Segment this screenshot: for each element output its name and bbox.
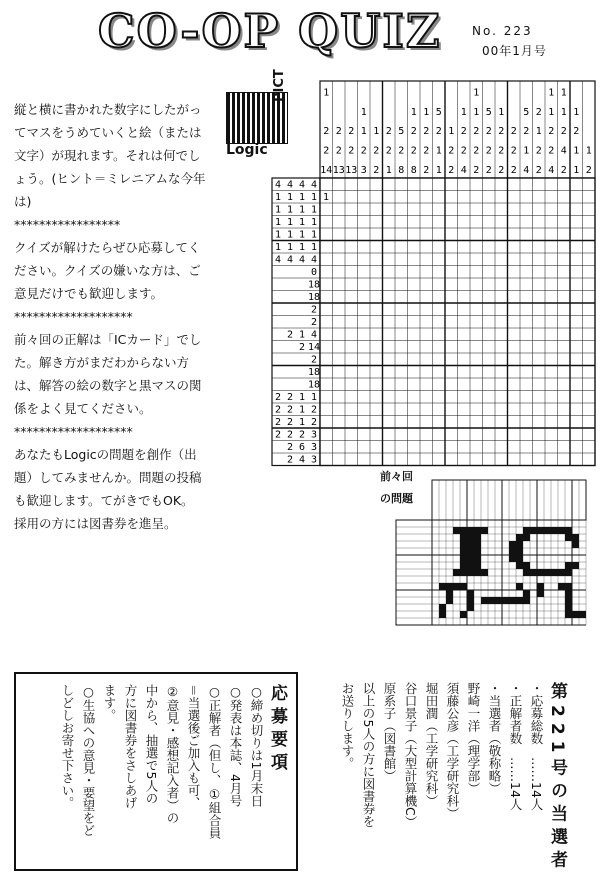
solution-cell [509, 548, 516, 555]
solution-cell [460, 562, 467, 569]
row-clue: 4 [298, 454, 306, 466]
solution-cell [467, 569, 474, 576]
solution-cell [446, 597, 453, 604]
solution-cell [523, 590, 530, 597]
row-clue: 2 [286, 454, 294, 466]
column-clue: 1 [560, 87, 567, 99]
solution-cell [474, 555, 481, 562]
row-clue: 18 [307, 292, 321, 303]
column-clue: 2 [535, 106, 542, 118]
row-clue: 18 [307, 279, 321, 291]
row-clue: 2 [298, 429, 306, 441]
logo-word-pict: PICT [272, 69, 287, 102]
row-clue: 3 [310, 454, 318, 466]
column-clue: 1 [498, 106, 505, 118]
intro-paragraph: 前々回の正解は「ICカード」でした。解き方がまだわからない方は、解答の絵の数字と黒マスの関係をよく見てください。 [14, 332, 202, 416]
column-clue: 2 [535, 165, 542, 176]
solution-cell [558, 583, 565, 590]
solution-cell [565, 527, 572, 534]
column-clue: 2 [498, 165, 505, 176]
solution-cell [572, 541, 579, 548]
column-clue: 1 [548, 87, 555, 99]
column-clue: 3 [360, 165, 367, 176]
solution-cell [565, 590, 572, 597]
solution-cell [460, 527, 467, 534]
solution-cell [439, 604, 446, 611]
solution-cell [551, 527, 558, 534]
solution-cell [467, 604, 474, 611]
column-clue: 14 [320, 165, 333, 176]
column-clue: 2 [410, 126, 417, 138]
row-clue: 4 [274, 179, 282, 191]
row-clue: 4 [298, 254, 306, 266]
row-clue: 18 [307, 379, 321, 391]
solution-cell [467, 597, 474, 604]
row-clue: 2 [298, 342, 306, 353]
row-clue: 1 [274, 242, 282, 253]
solution-cell [467, 527, 474, 534]
row-clue: 1 [310, 392, 318, 403]
row-clue: 2 [310, 304, 318, 316]
solution-cell [474, 569, 481, 576]
solution-cell [516, 597, 523, 604]
row-clue: 3 [310, 429, 318, 441]
solution-cell [523, 527, 530, 534]
column-clue: 2 [473, 126, 480, 138]
solution-cell [544, 569, 551, 576]
solution-cell [467, 548, 474, 555]
column-clue: 1 [435, 165, 442, 176]
solution-cell [516, 548, 523, 555]
column-clue: 1 [385, 165, 392, 176]
column-clue: 2 [510, 126, 517, 138]
solution-cell [572, 611, 579, 618]
column-clue: 2 [485, 126, 492, 138]
column-clue: 2 [585, 165, 592, 176]
column-clue: 2 [423, 126, 430, 138]
solution-cell [502, 597, 509, 604]
column-clue: 2 [385, 126, 392, 138]
row-clue: 1 [322, 192, 330, 203]
solution-cell [460, 555, 467, 562]
column-clue: 13 [332, 165, 345, 176]
intro-paragraph: あなたもLogicの問題を創作（出題）してみませんか。問題の投稿も歓迎します。てがきでもOK。採用の方には図書券を進呈。 [14, 447, 202, 531]
solution-cell [439, 583, 446, 590]
row-clue: 1 [298, 329, 306, 341]
column-clue: 1 [460, 106, 467, 118]
intro-paragraph: クイズが解けたらぜひ応募してください。クイズの嫌いな方は、ご意見だけでも歓迎します。 [14, 240, 201, 301]
column-clue: 1 [423, 106, 430, 118]
solution-cell [544, 527, 551, 534]
row-clue: 3 [310, 442, 318, 453]
solution-cell [565, 604, 572, 611]
solution-cell [488, 597, 495, 604]
text-line: 方に図書券をさしあげ [123, 684, 138, 809]
row-clue: 4 [310, 254, 318, 266]
column-clue: 2 [348, 145, 355, 157]
row-clue: 1 [286, 192, 294, 203]
text-line: ・当選者（敬称略） [487, 682, 502, 795]
solution-cell [467, 541, 474, 548]
row-clue: 1 [298, 417, 306, 428]
solution-cell [516, 562, 523, 569]
separator: ***************** [14, 217, 121, 232]
column-clue: 2 [523, 126, 530, 138]
column-clue: 1 [448, 126, 455, 138]
text-line: 野崎一洋（理学部） [466, 682, 481, 795]
solution-cell [495, 597, 502, 604]
column-clue: 13 [345, 165, 358, 176]
text-line: ・正解者数 ……14人 [508, 682, 523, 811]
solution-cell [509, 541, 516, 548]
column-clue: 2 [373, 145, 380, 157]
row-clue: 1 [310, 204, 318, 216]
column-clue: 1 [473, 106, 480, 118]
text-line: ○締め切りは1月末日 [249, 684, 264, 807]
solution-cell [537, 527, 544, 534]
column-clue: 2 [323, 126, 330, 138]
solution-cell [453, 583, 460, 590]
column-clue: 2 [548, 126, 555, 138]
row-clue: 2 [286, 404, 294, 416]
solution-cell [565, 611, 572, 618]
solution-cell [565, 583, 572, 590]
prev-row-clues [396, 520, 432, 625]
solution-cell [565, 597, 572, 604]
row-clue: 14 [307, 342, 321, 353]
section-heading: 第221号の当選者 [547, 682, 567, 874]
solution-cell [537, 583, 544, 590]
solution-cell [572, 534, 579, 541]
row-clue: 2 [310, 404, 318, 416]
column-clue: 2 [385, 145, 392, 157]
logo-word-logic: Logic [226, 142, 268, 158]
intro-paragraph: 縦と横に書かれた数字にしたがってマスをうめていくと絵（または文字）が現れます。それは何でしょう。(ヒント＝ミレニアムな今年は) [14, 102, 206, 209]
issue-date: 00年1月号 [482, 44, 547, 58]
text-line: しどしお寄せ下さい。 [60, 684, 75, 809]
solution-cell [446, 583, 453, 590]
column-clue: 2 [360, 145, 367, 157]
row-clue: 2 [286, 429, 294, 441]
row-clue: 6 [298, 442, 306, 453]
column-clue: 1 [323, 87, 330, 99]
row-clue: 1 [286, 217, 294, 228]
column-clue: 1 [548, 106, 555, 118]
solution-cell [474, 527, 481, 534]
column-clue: 5 [485, 106, 492, 118]
row-clue: 1 [286, 242, 294, 253]
column-clue: 2 [373, 165, 380, 176]
column-clue: 2 [410, 145, 417, 157]
row-clue: 1 [298, 404, 306, 416]
row-clue: 2 [274, 429, 282, 441]
row-clue: 1 [286, 229, 294, 241]
column-clue: 4 [460, 165, 467, 176]
row-clue: 2 [310, 317, 318, 328]
solution-cell [565, 569, 572, 576]
column-clue: 1 [360, 126, 367, 138]
solution-cell [460, 541, 467, 548]
solution-cell [467, 562, 474, 569]
solution-cell [509, 597, 516, 604]
column-clue: 2 [485, 165, 492, 176]
column-clue: 4 [523, 165, 530, 176]
row-clue: 4 [286, 179, 294, 191]
row-clue: 4 [286, 254, 294, 266]
text-line: 須藤公彦（工学研究科） [445, 682, 460, 820]
section-heading: 応募要項 [267, 684, 287, 776]
row-clue: 2 [286, 417, 294, 428]
column-clue: 2 [473, 165, 480, 176]
text-line: ＝当選後ご加入も可、 [186, 684, 201, 810]
row-clue: 1 [298, 192, 306, 203]
column-clue: 1 [435, 145, 442, 157]
row-clue: 1 [274, 217, 282, 228]
solution-cell [460, 583, 467, 590]
text-line: お送りします。 [340, 682, 355, 770]
text-line: 谷口景子（大型計算機C） [403, 682, 418, 829]
solution-cell [530, 527, 537, 534]
column-clue: 2 [448, 165, 455, 176]
row-clue: 1 [310, 242, 318, 253]
column-clue: 4 [560, 145, 567, 157]
column-clue: 1 [573, 106, 580, 118]
row-clue: 1 [286, 204, 294, 216]
text-line: ○生協への意見・要望をど [81, 684, 96, 837]
solution-cell [467, 590, 474, 597]
column-clue: 8 [410, 165, 417, 176]
row-clue: 4 [298, 179, 306, 191]
text-line: 以上の5人の方に図書券を [361, 682, 376, 828]
column-clue: 4 [548, 165, 555, 176]
column-clue: 2 [423, 165, 430, 176]
solution-cell [523, 569, 530, 576]
solution-cell [558, 569, 565, 576]
solution-cell [523, 562, 530, 569]
column-clue: 1 [535, 126, 542, 138]
row-clue: 2 [274, 417, 282, 428]
column-clue: 2 [485, 145, 492, 157]
row-clue: 2 [310, 354, 318, 366]
column-clue: 2 [335, 126, 342, 138]
solution-cell [467, 534, 474, 541]
column-clue: 5 [398, 126, 405, 138]
row-clue: 1 [310, 229, 318, 241]
solution-cell [523, 597, 530, 604]
column-clue: 2 [498, 126, 505, 138]
column-clue: 2 [423, 145, 430, 157]
solution-cell [460, 611, 467, 618]
solution-cell [474, 548, 481, 555]
column-clue: 2 [348, 126, 355, 138]
row-clue: 18 [307, 367, 321, 378]
solution-cell [537, 569, 544, 576]
solution-cell [460, 534, 467, 541]
solution-cell [516, 555, 523, 562]
solution-cell [530, 569, 537, 576]
row-clue: 1 [298, 392, 306, 403]
row-clue: 4 [310, 329, 318, 341]
text-line: ます。 [102, 684, 117, 722]
row-clue: 1 [274, 204, 282, 216]
solution-cell [481, 597, 488, 604]
column-clue: 2 [560, 165, 567, 176]
solution-cell [453, 527, 460, 534]
solution-cell [565, 562, 572, 569]
solution-cell [516, 534, 523, 541]
column-clue: 1 [373, 126, 380, 138]
column-clue: 2 [398, 145, 405, 157]
column-clue: 2 [510, 165, 517, 176]
row-clue: 2 [310, 417, 318, 428]
solution-cell [439, 611, 446, 618]
column-clue: 1 [560, 106, 567, 118]
column-clue: 2 [535, 145, 542, 157]
column-clue: 2 [335, 145, 342, 157]
row-clue: 2 [286, 329, 294, 341]
row-clue: 4 [310, 179, 318, 191]
text-line: 原系子（図書館） [382, 682, 397, 782]
solution-cell [467, 555, 474, 562]
solution-cell [509, 555, 516, 562]
solution-cell [523, 534, 530, 541]
column-clue: 1 [523, 145, 530, 157]
solution-cell [453, 569, 460, 576]
column-clue: 8 [398, 165, 405, 176]
column-clue: 1 [573, 145, 580, 157]
solution-cell [460, 569, 467, 576]
solution-cell [481, 527, 488, 534]
row-clue: 2 [274, 404, 282, 416]
row-clue: 2 [286, 392, 294, 403]
column-clue: 1 [410, 106, 417, 118]
solution-cell [474, 562, 481, 569]
prev-puzzle-label [380, 466, 430, 510]
column-clue: 2 [323, 145, 330, 157]
column-clue: 5 [523, 106, 530, 118]
text-line: 堀田潤（工学研究科） [424, 682, 439, 807]
solution-cell [474, 541, 481, 548]
column-clue: 2 [510, 145, 517, 157]
quiz-title: CO-OP QUIZ [98, 4, 442, 58]
solution-cell [572, 562, 579, 569]
solution-cell [446, 590, 453, 597]
column-clue: 1 [360, 106, 367, 118]
prev-label-line: 前々回 [380, 470, 413, 483]
solution-cell [551, 569, 558, 576]
column-clue: 2 [560, 126, 567, 138]
column-clue: 2 [573, 126, 580, 138]
column-clue: 2 [448, 145, 455, 157]
solution-cell [516, 583, 523, 590]
solution-cell [565, 534, 572, 541]
solution-cell [481, 569, 488, 576]
column-clue: 2 [460, 145, 467, 157]
solution-cell [460, 548, 467, 555]
row-clue: 1 [310, 192, 318, 203]
row-clue: 1 [298, 229, 306, 241]
issue-number: No. 223 [472, 24, 533, 38]
solution-cell [516, 541, 523, 548]
text-line: ②意見・感想記入者）の [165, 684, 180, 824]
column-clue: 2 [460, 126, 467, 138]
row-clue: 1 [298, 204, 306, 216]
column-clue: 2 [435, 126, 442, 138]
row-clue: 1 [298, 217, 306, 228]
row-clue: 1 [310, 217, 318, 228]
row-clue: 1 [274, 192, 282, 203]
text-line: ・応募総数 ……14人 [529, 682, 544, 811]
column-clue: 2 [548, 145, 555, 157]
solution-cell [579, 611, 586, 618]
text-line: ○正解者（但し、①組合員 [207, 684, 222, 839]
prev-label-line: の問題 [380, 492, 413, 505]
separator: ******************* [14, 309, 133, 324]
row-clue: 1 [298, 242, 306, 253]
column-clue: 2 [498, 145, 505, 157]
text-line: 中から、抽選で5人の [144, 684, 159, 805]
separator: ******************* [14, 424, 133, 439]
row-clue: 1 [274, 229, 282, 241]
solution-cell [558, 527, 565, 534]
row-clue: 2 [274, 392, 282, 403]
row-clue: 0 [310, 267, 318, 278]
column-clue: 5 [435, 106, 442, 118]
solution-cell [537, 590, 544, 597]
row-clue: 2 [286, 442, 294, 453]
column-clue: 1 [573, 165, 580, 176]
column-clue: 1 [585, 145, 592, 157]
column-clue: 2 [473, 145, 480, 157]
row-clue: 4 [274, 254, 282, 266]
text-line: ○発表は本誌、4月号 [228, 684, 243, 807]
column-clue: 1 [473, 87, 480, 99]
solution-cell [474, 534, 481, 541]
